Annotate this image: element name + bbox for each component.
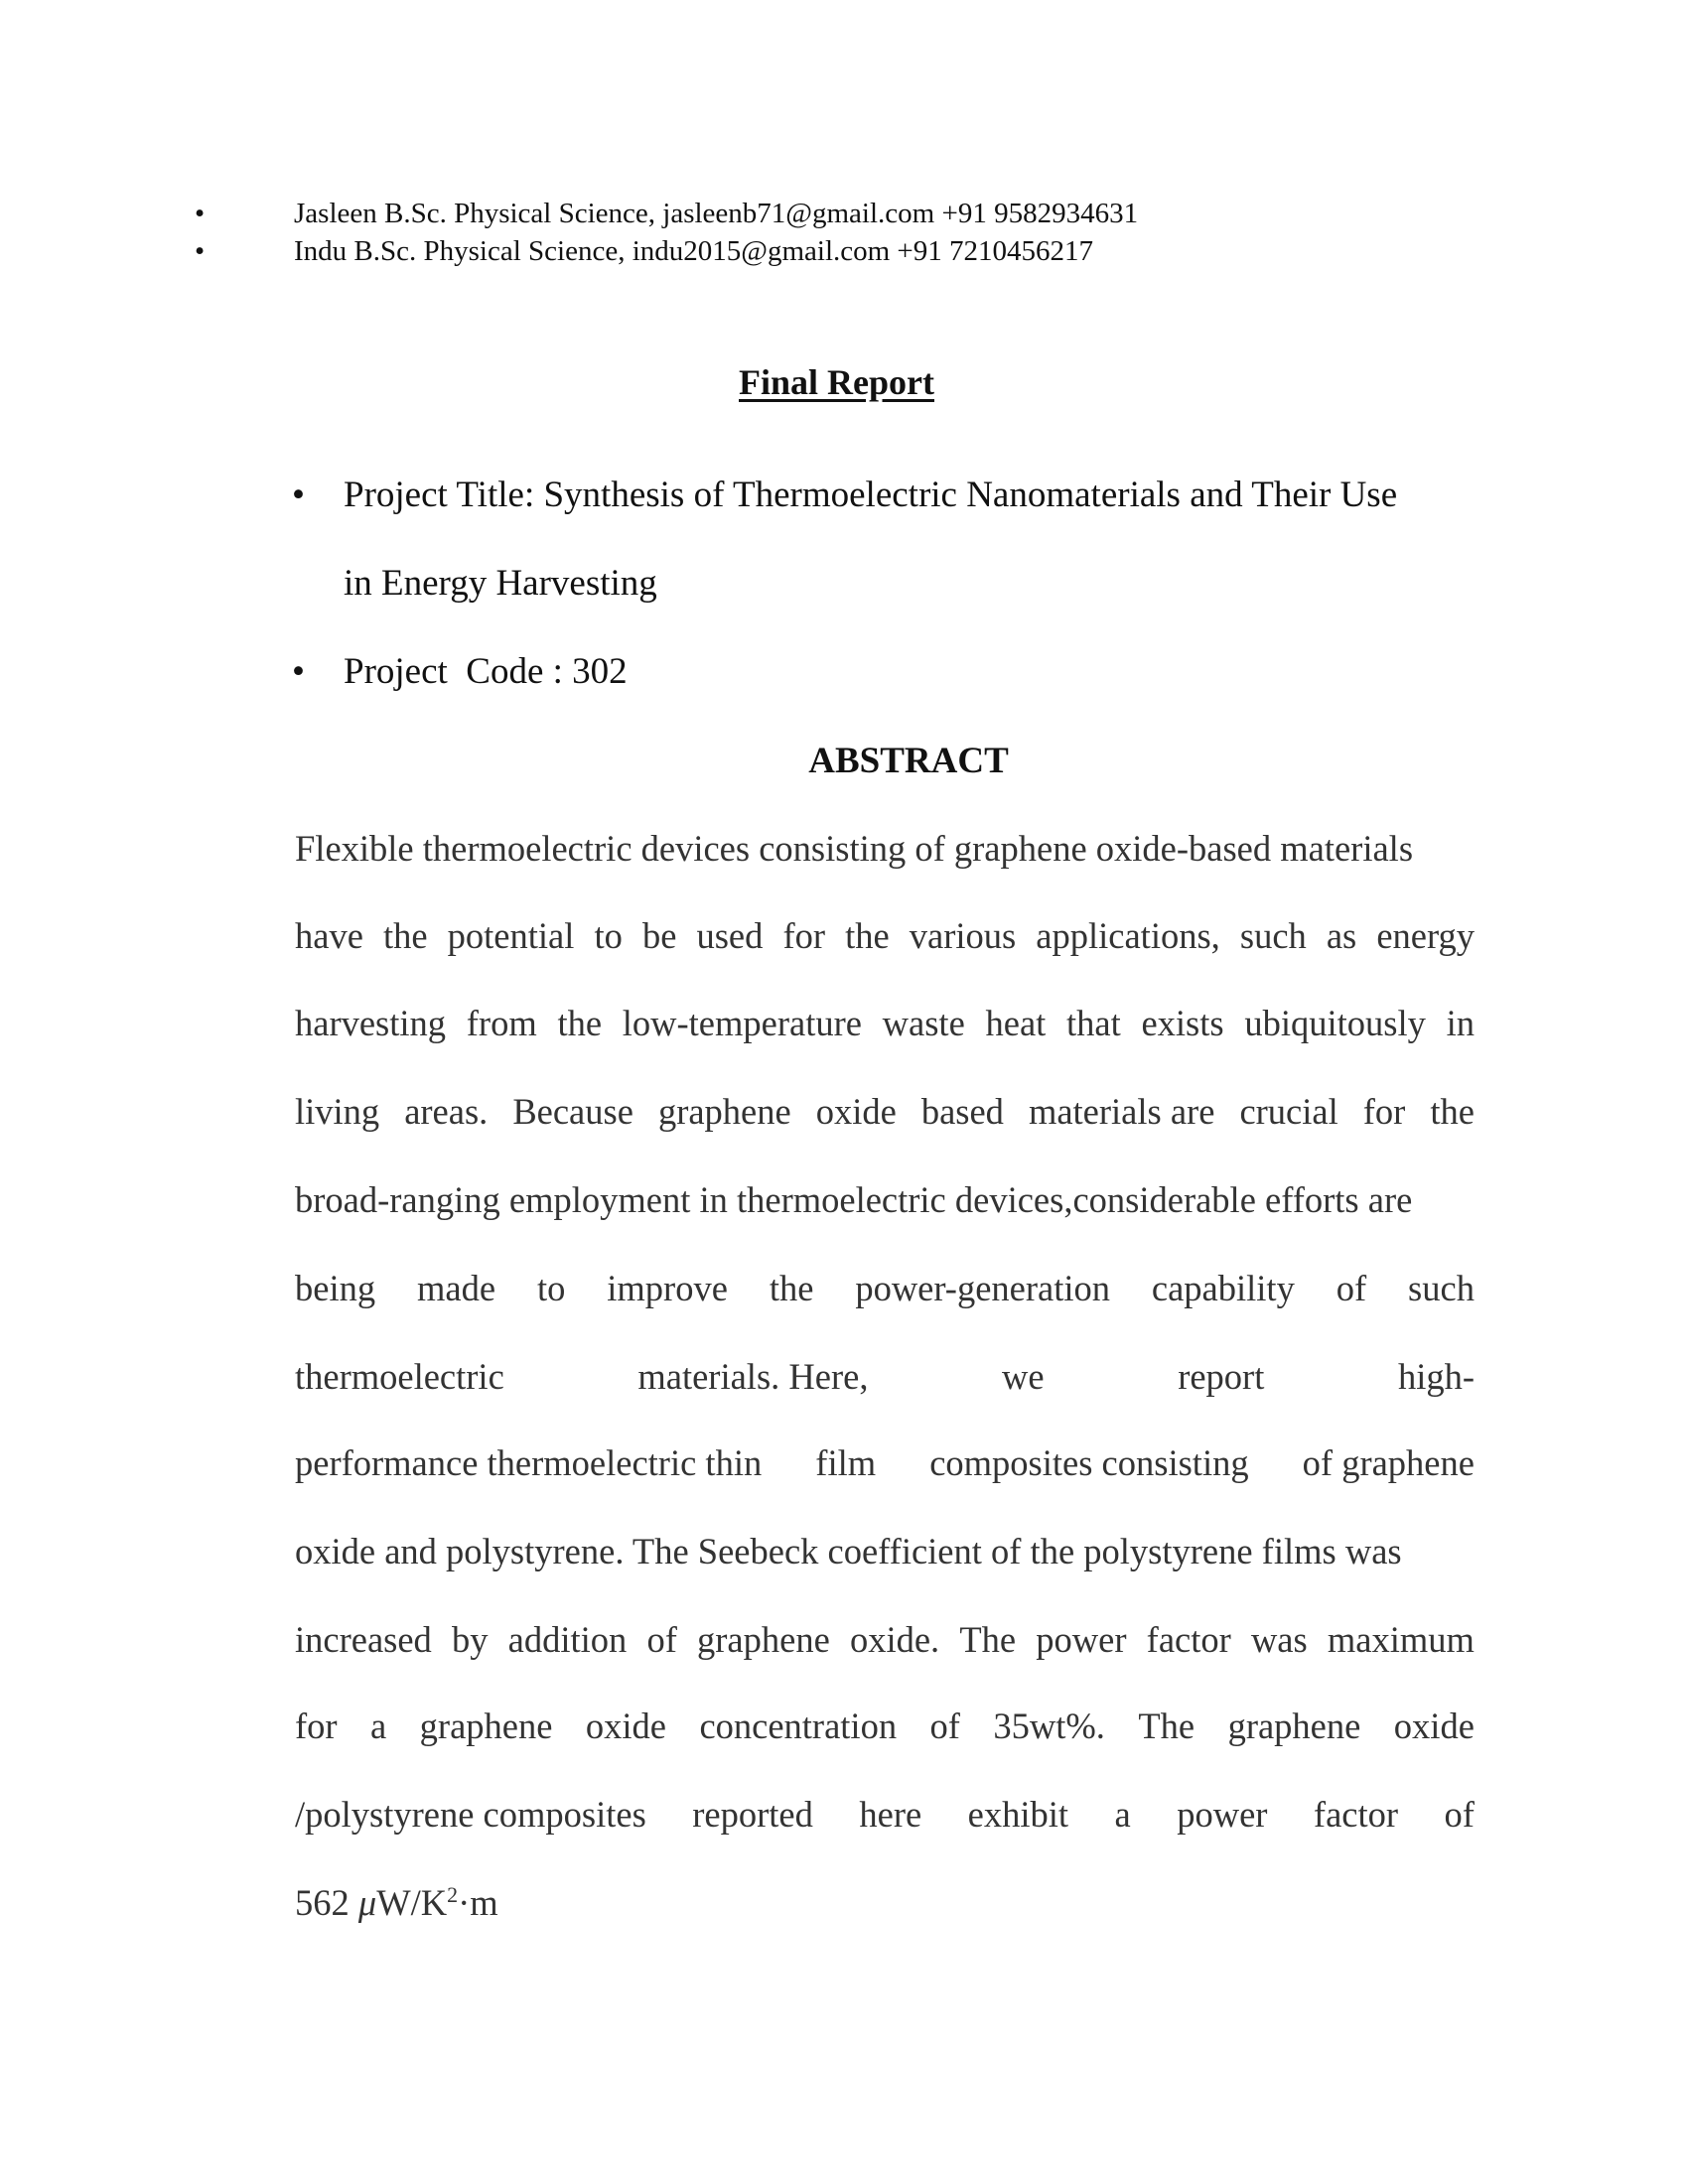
abstract-word: the xyxy=(845,915,890,956)
contact-text: Jasleen B.Sc. Physical Science, jasleenb71@gmail.com +91 9582934631 xyxy=(294,198,1139,229)
abstract-line xyxy=(295,1793,1475,1836)
abstract-word: to xyxy=(594,915,623,956)
abstract-word: for xyxy=(782,915,826,956)
abstract-line xyxy=(295,1090,1475,1133)
abstract-word: broad-ranging employment in thermoelectric devices,considerable efforts are xyxy=(295,1179,1413,1220)
abstract-word: The xyxy=(1138,1706,1196,1746)
abstract-word: being xyxy=(295,1268,376,1308)
bullet-icon: • xyxy=(195,198,206,229)
abstract-word: oxide xyxy=(1393,1706,1475,1746)
abstract-word: such xyxy=(1239,915,1307,956)
abstract-word: applications, xyxy=(1036,915,1220,956)
power-factor-value: 562 $\mu W/K^2\cdot m$ xyxy=(295,1881,498,1923)
abstract-word: The xyxy=(959,1619,1017,1660)
abstract-word: power-generation xyxy=(855,1268,1110,1308)
abstract-word: performance thermoelectric thin xyxy=(295,1442,763,1483)
abstract-word: thermoelectric xyxy=(295,1356,504,1397)
abstract-word: increased xyxy=(295,1619,432,1660)
abstract-word: such xyxy=(1408,1268,1475,1308)
project-title-text: Project Title: Synthesis of Thermoelectric Nanomaterials and Their Use xyxy=(344,475,1398,515)
abstract-line xyxy=(295,914,1475,957)
abstract-word: potential xyxy=(447,915,575,956)
abstract-line xyxy=(295,1002,1475,1044)
abstract-word: of xyxy=(646,1619,677,1660)
abstract-word: Flexible thermoelectric devices consisting of graphene oxide-based materials xyxy=(295,828,1414,869)
abstract-word: the xyxy=(1430,1091,1475,1132)
abstract-word: heat xyxy=(985,1003,1047,1043)
abstract-word: factor xyxy=(1146,1619,1231,1660)
abstract-word: made xyxy=(417,1268,496,1308)
abstract-line xyxy=(295,1705,1475,1747)
report-title: Final Report xyxy=(739,362,934,402)
abstract-word: graphene xyxy=(697,1619,830,1660)
abstract-word: for xyxy=(1362,1091,1406,1132)
abstract-word: the xyxy=(557,1003,603,1043)
abstract-word: concentration xyxy=(699,1706,898,1746)
abstract-word: living xyxy=(295,1091,380,1132)
abstract-word: exists xyxy=(1141,1003,1224,1043)
abstract-line xyxy=(295,1441,1475,1484)
abstract-line xyxy=(295,1355,1475,1398)
abstract-word: here xyxy=(859,1794,922,1835)
abstract-final-line xyxy=(295,1881,1475,1924)
bullet-icon: • xyxy=(195,235,206,267)
bullet-icon: • xyxy=(292,475,305,515)
abstract-word: that xyxy=(1066,1003,1121,1043)
abstract-word: of xyxy=(1444,1794,1475,1835)
abstract-word: factor xyxy=(1313,1794,1399,1835)
abstract-word: maximum xyxy=(1327,1619,1475,1660)
abstract-word: we xyxy=(1002,1356,1045,1397)
abstract-word: graphene xyxy=(657,1091,791,1132)
abstract-word: for xyxy=(295,1706,338,1746)
abstract-word: Because xyxy=(512,1091,633,1132)
abstract-word: areas. xyxy=(404,1091,489,1132)
abstract-heading: ABSTRACT xyxy=(808,741,1009,781)
abstract-word: a xyxy=(370,1706,387,1746)
abstract-word: film xyxy=(815,1442,877,1483)
abstract-word: based xyxy=(920,1091,1004,1132)
abstract-word: energy xyxy=(1376,915,1475,956)
abstract-word: the xyxy=(382,915,428,956)
abstract-word: exhibit xyxy=(967,1794,1069,1835)
abstract-word: ubiquitously xyxy=(1244,1003,1426,1043)
abstract-word: high- xyxy=(1397,1356,1475,1397)
abstract-word: graphene xyxy=(419,1706,553,1746)
abstract-word: 35wt%. xyxy=(993,1706,1105,1746)
abstract-word: /polystyrene composites xyxy=(295,1794,646,1835)
abstract-word: graphene xyxy=(1227,1706,1361,1746)
abstract-word: report xyxy=(1178,1356,1265,1397)
abstract-word: by xyxy=(451,1619,489,1660)
abstract-word: addition xyxy=(507,1619,628,1660)
abstract-word: materials. Here, xyxy=(637,1356,869,1397)
abstract-line xyxy=(295,1530,1475,1572)
abstract-word: of xyxy=(929,1706,960,1746)
abstract-word: oxide xyxy=(585,1706,666,1746)
abstract-line xyxy=(295,1267,1475,1309)
abstract-word: low-temperature xyxy=(622,1003,862,1043)
abstract-word: improve xyxy=(607,1268,728,1308)
abstract-line xyxy=(295,1618,1475,1661)
abstract-word: reported xyxy=(692,1794,813,1835)
abstract-word: crucial xyxy=(1239,1091,1338,1132)
abstract-word: to xyxy=(536,1268,566,1308)
abstract-word: oxide and polystyrene. The Seebeck coefficient of the polystyrene films was xyxy=(295,1531,1402,1571)
abstract-word: used xyxy=(696,915,764,956)
abstract-word: power xyxy=(1177,1794,1268,1835)
abstract-word: of graphene xyxy=(1302,1442,1475,1483)
project-code-text: Project Code : 302 xyxy=(344,651,628,692)
abstract-word: as xyxy=(1326,915,1357,956)
abstract-word: various xyxy=(909,915,1017,956)
abstract-word: in xyxy=(1446,1003,1475,1043)
abstract-line xyxy=(295,827,1475,870)
abstract-word: a xyxy=(1114,1794,1131,1835)
abstract-word: the xyxy=(769,1268,814,1308)
abstract-word: have xyxy=(295,915,363,956)
abstract-word: waste xyxy=(882,1003,965,1043)
abstract-word: was xyxy=(1250,1619,1308,1660)
abstract-word: materials are xyxy=(1028,1091,1215,1132)
abstract-word: power xyxy=(1036,1619,1127,1660)
abstract-line xyxy=(295,1178,1475,1221)
project-title-text-2: in Energy Harvesting xyxy=(344,563,657,604)
abstract-word: composites consisting xyxy=(929,1442,1249,1483)
abstract-word: from xyxy=(466,1003,537,1043)
contact-text: Indu B.Sc. Physical Science, indu2015@gmail.com +91 7210456217 xyxy=(294,235,1094,267)
abstract-word: be xyxy=(641,915,677,956)
abstract-word: harvesting xyxy=(295,1003,447,1043)
abstract-word: oxide xyxy=(815,1091,897,1132)
bullet-icon: • xyxy=(292,651,305,692)
abstract-word: oxide. xyxy=(849,1619,940,1660)
abstract-word: of xyxy=(1336,1268,1367,1308)
abstract-word: capability xyxy=(1151,1268,1295,1308)
